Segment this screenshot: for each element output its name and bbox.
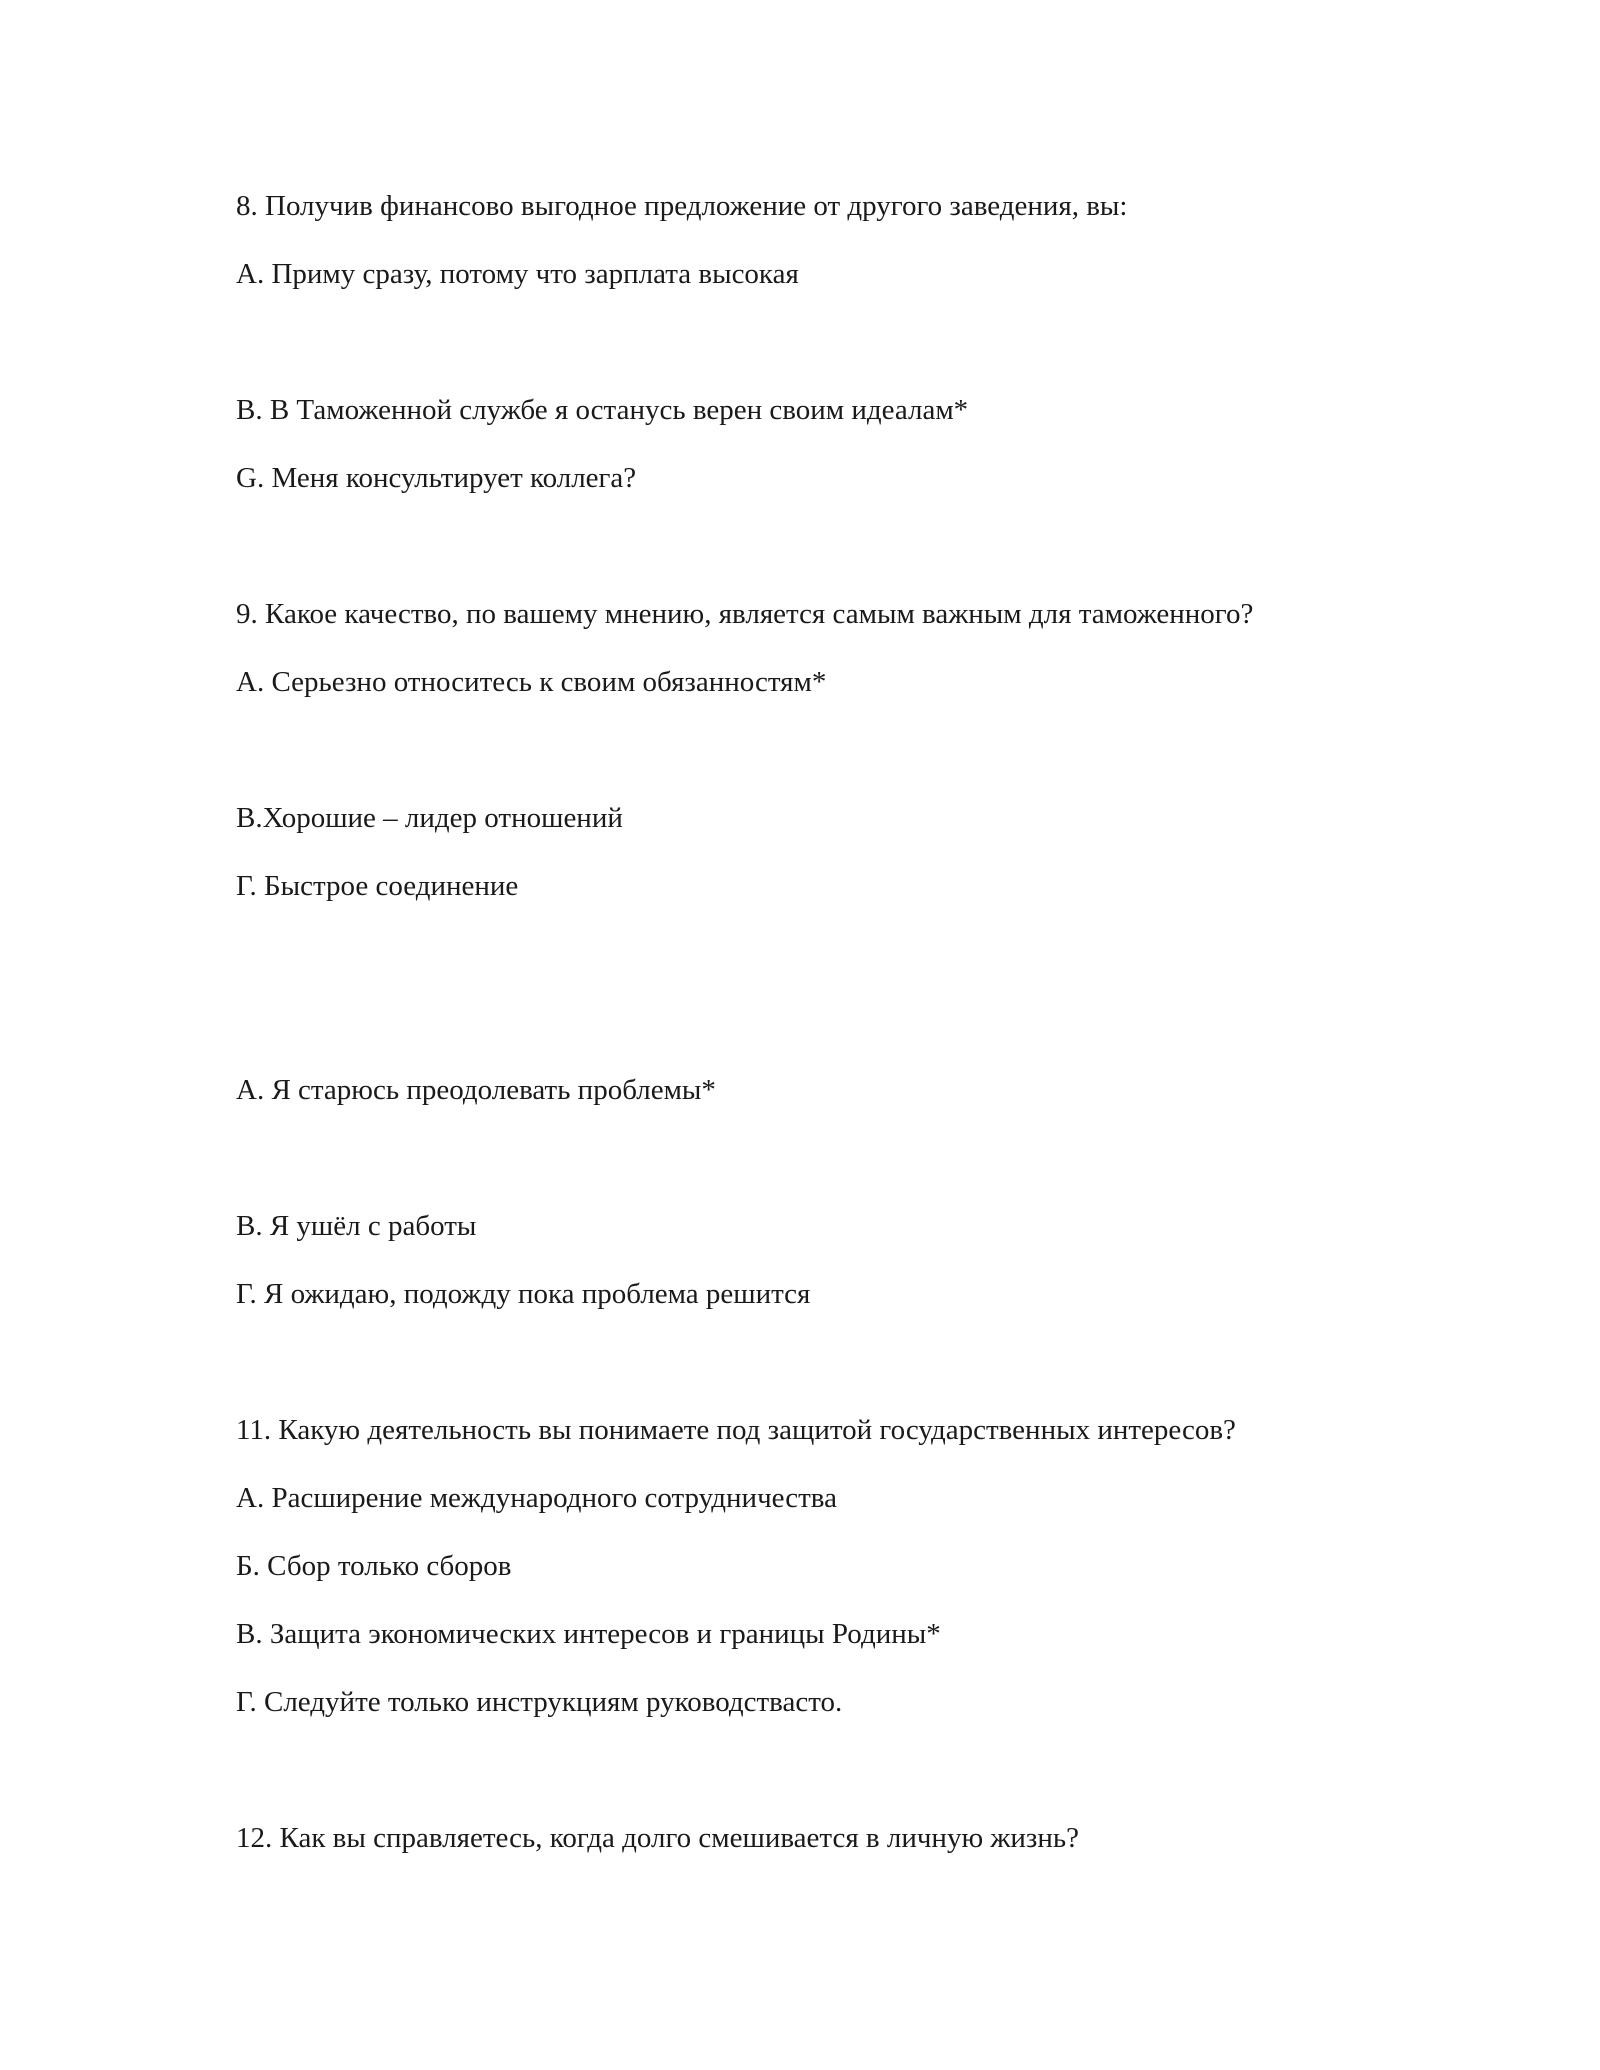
question-10-option-a: А. Я старюсь преодолевать проблемы*: [236, 1074, 716, 1106]
question-9: 9. Какое качество, по вашему мнению, является самым важным для таможенного?: [236, 598, 1254, 630]
question-9-option-b: B.Хорошие – лидер отношений: [236, 802, 623, 834]
question-8: 8. Получив финансово выгодное предложение от другого заведения, вы:: [236, 190, 1128, 222]
question-11: 11. Какую деятельность вы понимаете под защитой государственных интересов?: [236, 1414, 1236, 1446]
question-10-option-b: B. Я ушёл с работы: [236, 1210, 477, 1242]
question-8-option-g: G. Меня консультирует коллега?: [236, 462, 637, 494]
question-9-option-a: А. Серьезно относитесь к своим обязанностям*: [236, 666, 827, 698]
question-8-option-b: B. В Таможенной службе я останусь верен своим идеалам*: [236, 394, 969, 426]
question-9-option-g: Г. Быстрое соединение: [236, 870, 519, 902]
question-12: 12. Как вы справляетесь, когда долго смешивается в личную жизнь?: [236, 1822, 1079, 1854]
question-11-option-g: Г. Следуйте только инструкциям руководствасто.: [236, 1686, 843, 1718]
question-8-option-a: A. Приму сразу, потому что зарплата высокая: [236, 258, 799, 290]
question-11-option-b: Б. Сбор только сборов: [236, 1550, 512, 1582]
question-10-option-g: Г. Я ожидаю, подожду пока проблема решится: [236, 1278, 811, 1310]
question-11-option-v: В. Защита экономических интересов и границы Родины*: [236, 1618, 941, 1650]
question-11-option-a: А. Расширение международного сотрудничества: [236, 1482, 837, 1514]
